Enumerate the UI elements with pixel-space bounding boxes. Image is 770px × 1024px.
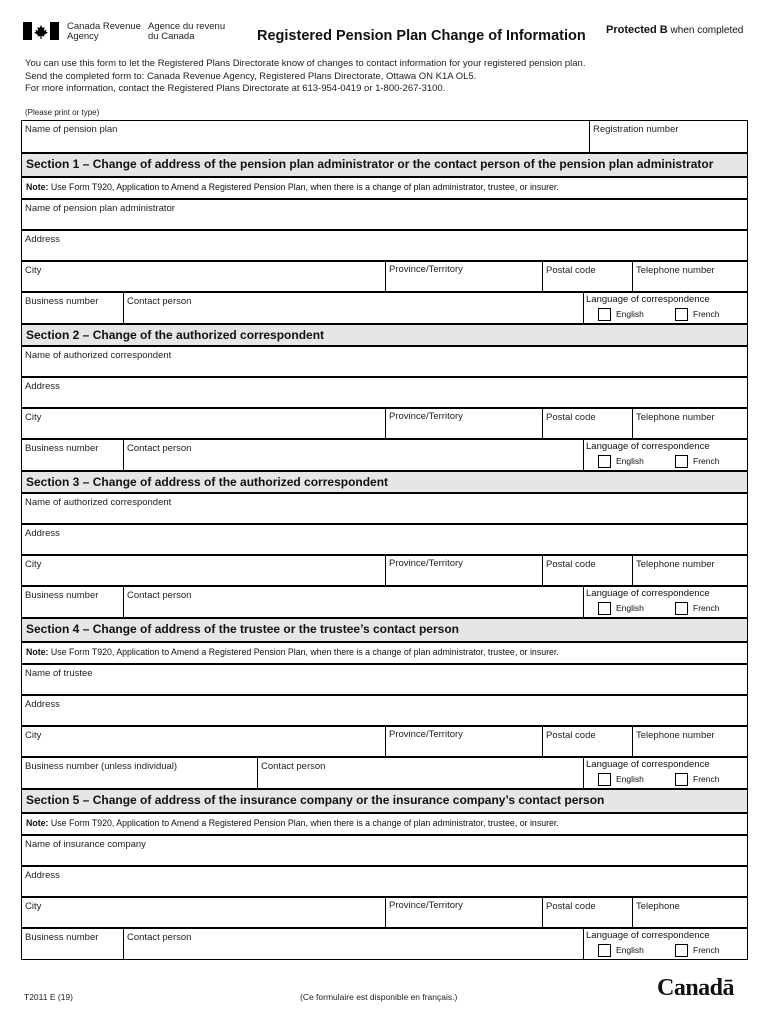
s5-english-checkbox[interactable] (598, 944, 611, 957)
s5-language-group: Language of correspondence English French (583, 928, 748, 960)
s1-city-field[interactable]: City (21, 261, 386, 292)
s3-name-field[interactable]: Name of authorized correspondent (21, 493, 748, 524)
s5-name-field[interactable]: Name of insurance company (21, 835, 748, 866)
s2-address-field[interactable]: Address (21, 377, 748, 408)
s4-city-field[interactable]: City (21, 726, 386, 757)
s5-contact-person-field[interactable]: Contact person (123, 928, 584, 960)
s3-contact-person-field[interactable]: Contact person (123, 586, 584, 618)
s4-english-checkbox[interactable] (598, 773, 611, 786)
section-2-heading: Section 2 – Change of the authorized correspondent (21, 324, 748, 346)
s1-address-field[interactable]: Address (21, 230, 748, 261)
s1-language-group: Language of correspondence English French (583, 292, 748, 324)
protected-status: Protected B when completed (606, 24, 744, 36)
s1-english-checkbox[interactable] (598, 308, 611, 321)
pension-plan-name-field[interactable]: Name of pension plan (21, 120, 590, 153)
s4-province-field[interactable]: Province/Territory (385, 726, 543, 757)
form-identifier: T2011 E (19) (24, 992, 73, 1002)
s5-city-field[interactable]: City (21, 897, 386, 928)
s3-business-number-field[interactable]: Business number (21, 586, 124, 618)
s2-business-number-field[interactable]: Business number (21, 439, 124, 471)
french-availability-note: (Ce formulaire est disponible en français.) (300, 992, 458, 1002)
s2-name-field[interactable]: Name of authorized correspondent (21, 346, 748, 377)
s2-contact-person-field[interactable]: Contact person (123, 439, 584, 471)
s5-address-field[interactable]: Address (21, 866, 748, 897)
canada-wordmark: Canadā (657, 975, 735, 1001)
section-1-heading: Section 1 – Change of address of the pension plan administrator or the contact person of the pension plan administrator (21, 153, 748, 177)
s3-postal-field[interactable]: Postal code (542, 555, 633, 586)
section-4-note: Note: Use Form T920, Application to Amend a Registered Pension Plan, when there is a change of plan administrator, trustee, or insurer. (21, 642, 748, 664)
section-3-heading: Section 3 – Change of address of the authorized correspondent (21, 471, 748, 493)
s5-french-checkbox[interactable] (675, 944, 688, 957)
section-4-heading: Section 4 – Change of address of the trustee or the trustee’s contact person (21, 618, 748, 642)
s1-telephone-field[interactable]: Telephone number (632, 261, 748, 292)
s1-postal-field[interactable]: Postal code (542, 261, 633, 292)
s4-contact-person-field[interactable]: Contact person (257, 757, 584, 789)
s4-postal-field[interactable]: Postal code (542, 726, 633, 757)
agency-name-en: Canada Revenue Agency (67, 21, 141, 42)
s5-telephone-field[interactable]: Telephone (632, 897, 748, 928)
s4-business-number-field[interactable]: Business number (unless individual) (21, 757, 258, 789)
s3-language-group: Language of correspondence English French (583, 586, 748, 618)
s1-contact-person-field[interactable]: Contact person (123, 292, 584, 324)
s4-address-field[interactable]: Address (21, 695, 748, 726)
s3-address-field[interactable]: Address (21, 524, 748, 555)
s5-province-field[interactable]: Province/Territory (385, 897, 543, 928)
s3-french-checkbox[interactable] (675, 602, 688, 615)
s1-french-checkbox[interactable] (675, 308, 688, 321)
print-hint: (Please print or type) (25, 108, 100, 117)
form-title: Registered Pension Plan Change of Information (257, 28, 586, 44)
canada-flag-icon (23, 22, 59, 40)
agency-name-fr: Agence du revenu du Canada (148, 21, 226, 42)
s4-language-group: Language of correspondence English French (583, 757, 748, 789)
section-1-note: Note: Use Form T920, Application to Amend a Registered Pension Plan, when there is a change of plan administrator, trustee, or insurer. (21, 177, 748, 199)
s1-province-field[interactable]: Province/Territory (385, 261, 543, 292)
s5-postal-field[interactable]: Postal code (542, 897, 633, 928)
s2-telephone-field[interactable]: Telephone number (632, 408, 748, 439)
s1-name-field[interactable]: Name of pension plan administrator (21, 199, 748, 230)
s4-telephone-field[interactable]: Telephone number (632, 726, 748, 757)
s3-english-checkbox[interactable] (598, 602, 611, 615)
s2-english-checkbox[interactable] (598, 455, 611, 468)
s4-name-field[interactable]: Name of trustee (21, 664, 748, 695)
s3-telephone-field[interactable]: Telephone number (632, 555, 748, 586)
s3-city-field[interactable]: City (21, 555, 386, 586)
s2-french-checkbox[interactable] (675, 455, 688, 468)
s4-french-checkbox[interactable] (675, 773, 688, 786)
intro-text: You can use this form to let the Registered Plans Directorate know of changes to contact information for your registered pension plan. Send the completed form to: Canada Revenue Agency, Registered Plans Directorate, Ottawa ON K1A OL5. For more information, contact the Registered Plans Directorate at 613-954-0419 or 1-800-267-3100. (25, 58, 586, 94)
section-5-heading: Section 5 – Change of address of the insurance company or the insurance company’s contact person (21, 789, 748, 813)
s2-city-field[interactable]: City (21, 408, 386, 439)
s2-postal-field[interactable]: Postal code (542, 408, 633, 439)
s1-business-number-field[interactable]: Business number (21, 292, 124, 324)
s5-business-number-field[interactable]: Business number (21, 928, 124, 960)
registration-number-field[interactable]: Registration number (589, 120, 748, 153)
s3-province-field[interactable]: Province/Territory (385, 555, 543, 586)
section-5-note: Note: Use Form T920, Application to Amend a Registered Pension Plan, when there is a change of plan administrator, trustee, or insurer. (21, 813, 748, 835)
s2-province-field[interactable]: Province/Territory (385, 408, 543, 439)
s2-language-group: Language of correspondence English French (583, 439, 748, 471)
